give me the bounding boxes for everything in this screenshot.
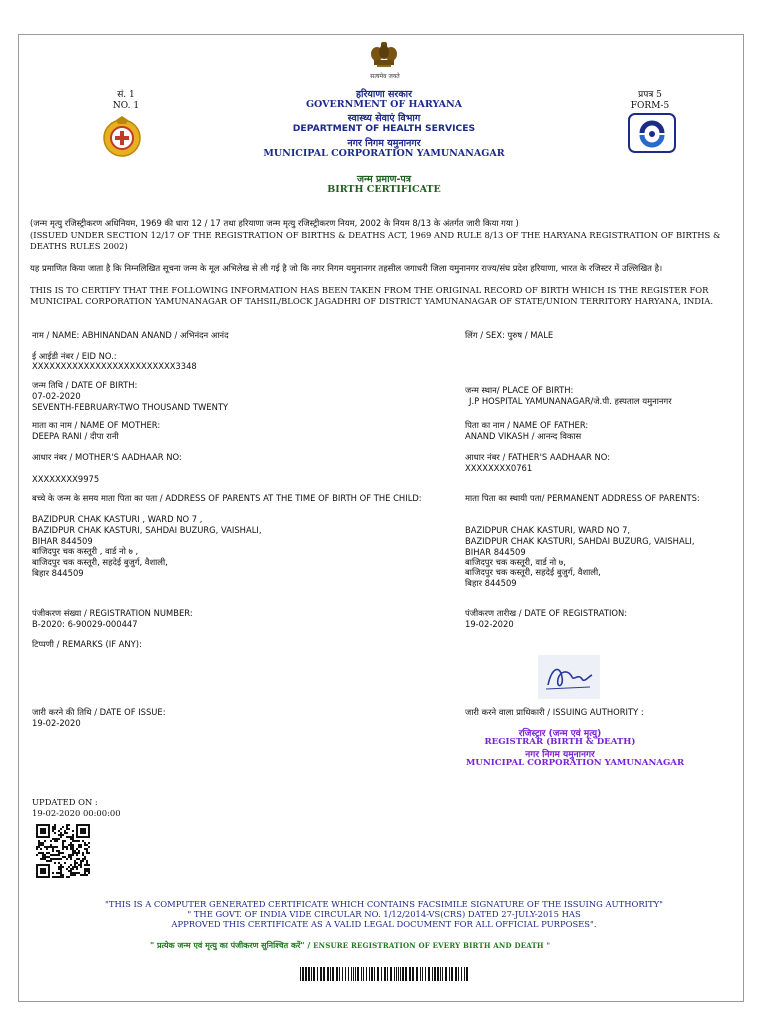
address-at-birth-en-2: BAZIDPUR CHAK KASTURI, SAHDAI BUZURG, VAISHALI, <box>32 525 262 535</box>
registrar-corporation: MUNICIPAL CORPORATION YAMUNANAGAR <box>465 758 685 768</box>
father-name-label: पिता का नाम / NAME OF FATHER: <box>465 420 589 430</box>
certify-text: THIS IS TO CERTIFY THAT THE FOLLOWING INFORMATION HAS BEEN TAKEN FROM THE ORIGINAL RECORD OF BIRTH WHICH IS THE REGISTER FOR MUNICIPAL CORPORATION YAMUNANAGAR OF TAHSIL/BLOCK JAGADHRI OF DISTRICT YAMUNANAGAR OF STATE/UNION TERRITORY HARYANA, INDIA. <box>30 285 714 306</box>
address-at-birth-hi-3: बिहार 844509 <box>32 568 84 578</box>
permanent-address-hi-3: बिहार 844509 <box>465 578 517 588</box>
government-title: GOVERNMENT OF HARYANA <box>305 99 463 110</box>
father-name-value: ANAND VIKASH / आनन्द विकास <box>465 431 582 441</box>
dob-words: SEVENTH-FEBRUARY-TWO THOUSAND TWENTY <box>32 402 229 412</box>
state-emblem-icon <box>368 40 400 76</box>
updated-on-label: UPDATED ON : <box>32 797 98 807</box>
corporation-hindi: नगर निगम यमुनानगर <box>347 138 421 149</box>
permanent-address-hi-1: बाजिदपुर चक कस्तूरी, वार्ड नो ७, <box>465 557 566 567</box>
corporation-title: MUNICIPAL CORPORATION YAMUNANAGAR <box>263 148 505 159</box>
slogan-english: ENSURE REGISTRATION OF EVERY BIRTH AND DEATH " <box>313 941 551 950</box>
certificate-no-hindi: सं. 1 <box>117 90 135 100</box>
health-department-logo-icon <box>100 114 144 158</box>
crs-logo-icon <box>628 113 676 153</box>
department-title: DEPARTMENT OF HEALTH SERVICES <box>292 123 476 134</box>
permanent-address-en-2: BAZIDPUR CHAK KASTURI, SAHDAI BUZURG, VAISHALI, <box>465 536 695 546</box>
facsimile-signature <box>538 655 600 699</box>
certify-hindi: यह प्रमाणित किया जाता है कि निम्नलिखित सूचना जन्म के मूल अभिलेख से ली गई है जो कि नगर निगम यमुनानगर तहसील जगाधरी जिला यमुनानगर राज्य/संघ प्रदेश हरियाणा, भारत के रजिस्टर में उल्लिखित है। <box>30 263 663 273</box>
registrar-title: REGISTRAR (BIRTH & DEATH) <box>484 737 636 747</box>
department-hindi: स्वास्थ्य सेवाएं विभाग <box>347 113 421 124</box>
permanent-address-hi-2: बाजिदपुर चक कस्तूरी, सहदेई बुजुर्ग, वैशाली, <box>465 567 601 577</box>
registration-number-label: पंजीकरण संख्या / REGISTRATION NUMBER: <box>32 608 193 618</box>
permanent-address-en-1: BAZIDPUR CHAK KASTURI, WARD NO 7, <box>465 525 631 535</box>
address-at-birth-en-1: BAZIDPUR CHAK KASTURI , WARD NO 7 , <box>32 514 203 524</box>
registration-date-label: पंजीकरण तारीख / DATE OF REGISTRATION: <box>465 608 628 618</box>
slogan-hindi: " प्रत्येक जन्म एवं मृत्यु का पंजीकरण सुनिश्चित करें" / <box>150 941 311 950</box>
father-aadhaar-value: XXXXXXXX0761 <box>465 463 533 473</box>
pob-label: जन्म स्थान/ PLACE OF BIRTH: <box>465 385 574 395</box>
registration-slogan <box>150 940 630 951</box>
registration-number-value: B-2020: 6-90029-000447 <box>32 619 138 629</box>
permanent-address-label: माता पिता का स्थायी पता/ PERMANENT ADDRESS OF PARENTS: <box>465 493 700 503</box>
certificate-no: NO. 1 <box>112 101 140 111</box>
address-at-birth-hi-1: बाजिदपुर चक कस्तूरी , वार्ड नो ७ , <box>32 546 139 556</box>
govt-circular-note: " THE GOVT. OF INDIA VIDE CIRCULAR NO. 1/12/2014-VS(CRS) DATED 27-JULY-2015 HAS <box>187 909 581 919</box>
issuing-authority-label: जारी करने वाला प्राधिकारी / ISSUING AUTHORITY : <box>465 707 644 717</box>
updated-on-value: 19-02-2020 00:00:00 <box>32 808 121 818</box>
legal-document-note: APPROVED THIS CERTIFICATE AS A VALID LEGAL DOCUMENT FOR ALL OFFICIAL PURPOSES". <box>171 919 597 929</box>
mother-aadhaar-value: XXXXXXXX9975 <box>32 474 100 484</box>
registrar-hindi: रजिस्ट्रार (जन्म एवं मृत्यु) <box>518 729 602 739</box>
certificate-title-hindi: जन्म प्रमाण-पत्र <box>356 174 412 185</box>
emblem-caption: सत्यमेव जयते <box>370 73 400 80</box>
dob-value: 07-02-2020 <box>32 391 81 401</box>
government-hindi: हरियाणा सरकार <box>356 89 412 100</box>
mother-aadhaar-label: आधार नंबर / MOTHER'S AADHAAR NO: <box>32 452 182 462</box>
remarks-label: टिप्पणी / REMARKS (IF ANY): <box>32 639 142 649</box>
registrar-corporation-hindi: नगर निगम यमुनानगर <box>525 750 595 760</box>
eid-label: ई आईडी नंबर / EID NO.: <box>32 351 117 361</box>
pob-value: J.P HOSPITAL YAMUNANAGAR/जे.पी. हस्पताल यमुनानगर <box>469 396 672 406</box>
mother-name-value: DEEPA RANI / दीपा रानी <box>32 431 119 441</box>
issue-date-value: 19-02-2020 <box>32 718 81 728</box>
form-number-hindi: प्रपत्र 5 <box>638 90 662 100</box>
issue-date-label: जारी करने की तिथि / DATE OF ISSUE: <box>32 707 166 717</box>
dob-label: जन्म तिथि / DATE OF BIRTH: <box>32 380 138 390</box>
address-at-birth-label: बच्चे के जन्म के समय माता पिता का पता / ADDRESS OF PARENTS AT THE TIME OF BIRTH OF THE CHILD: <box>32 493 422 503</box>
barcode <box>300 966 470 980</box>
registration-date-value: 19-02-2020 <box>465 619 514 629</box>
child-name: नाम / NAME: ABHINANDAN ANAND / अभिनंदन आनंद <box>32 330 229 340</box>
certificate-title: BIRTH CERTIFICATE <box>327 184 441 195</box>
qr-code <box>36 824 90 878</box>
computer-generated-note: "THIS IS A COMPUTER GENERATED CERTIFICATE WHICH CONTAINS FACSIMILE SIGNATURE OF THE ISSUING AUTHORITY" <box>105 899 663 909</box>
issued-under-hindi: (जन्म मृत्यु रजिस्ट्रीकरण अधिनियम, 1969 की धारा 12 / 17 तथा हरियाणा जन्म मृत्यु रजिस्ट्रीकरण नियम, 2002 के नियम 8/13 के अंतर्गत जारी किया गया ) <box>30 218 519 228</box>
address-at-birth-hi-2: बाजिदपुर चक कस्तूरी, सहदेई बुजुर्ग, वैशाली, <box>32 557 168 567</box>
sex: लिंग / SEX: पुरुष / MALE <box>465 330 554 340</box>
eid-value: XXXXXXXXXXXXXXXXXXXXXXXXX3348 <box>32 361 197 371</box>
father-aadhaar-label: आधार नंबर / FATHER'S AADHAAR NO: <box>465 452 611 462</box>
mother-name-label: माता का नाम / NAME OF MOTHER: <box>32 420 161 430</box>
form-number: FORM-5 <box>630 101 670 111</box>
address-at-birth-en-3: BIHAR 844509 <box>32 536 93 546</box>
issued-under-text: (ISSUED UNDER SECTION 12/17 OF THE REGISTRATION OF BIRTHS & DEATHS ACT, 1969 AND RULE 8/13 OF THE HARYANA REGISTRATION OF BIRTHS & DEATHS RULES 2002) <box>30 230 721 251</box>
permanent-address-en-3: BIHAR 844509 <box>465 547 526 557</box>
